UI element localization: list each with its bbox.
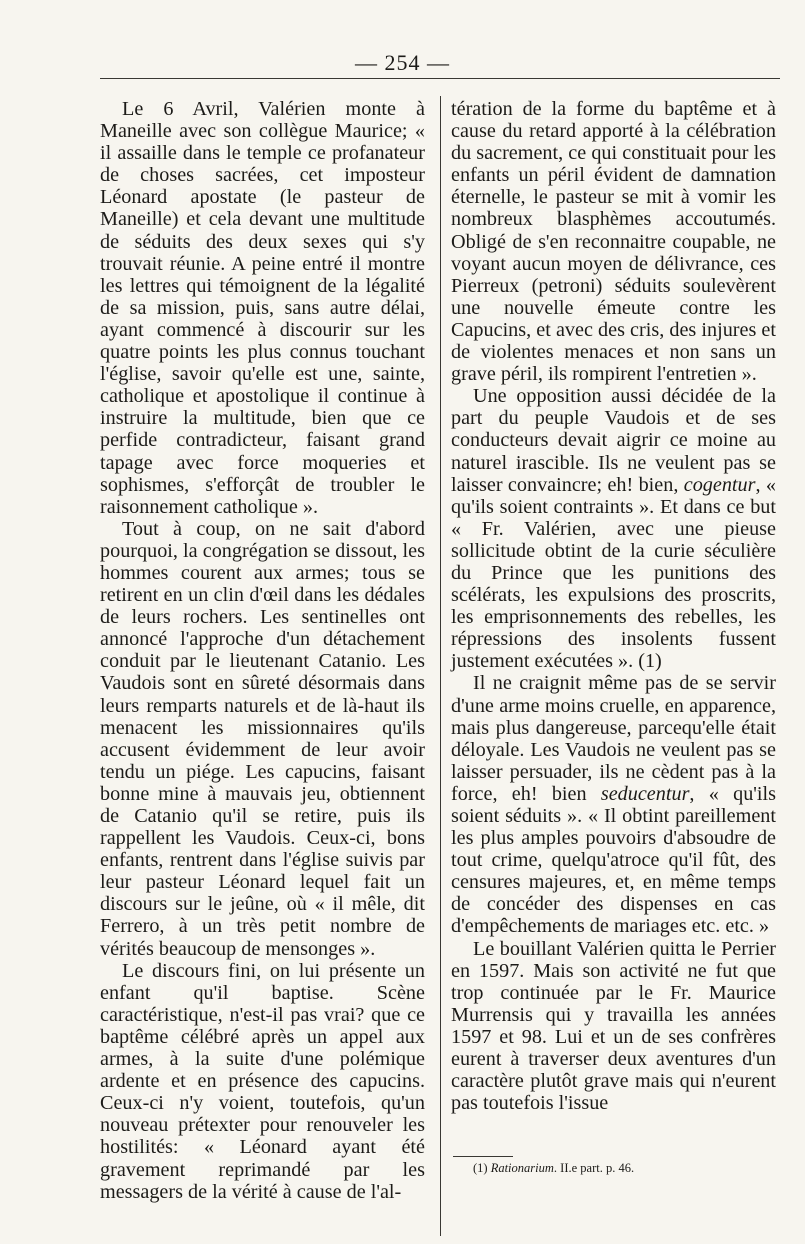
footnote-source: Rationarium xyxy=(490,1161,554,1175)
paragraph: Tout à coup, on ne sait d'abord pourquoi, la congrégation se dissout, les hommes courent aux armes; tous se retirent en un clin d'œil dans les dédales de leurs rochers. Les sentinelles ont annoncé l'approche d'un détachement conduit par le lieutenant Catanio. Les Vaudois sont en sûreté désormais dans leurs remparts naturels et de là-haut ils menacent les missionnaires qu'ils accusent évidemment de leur avoir tendu un piége. Les capucins, faisant bonne mine à mauvais jeu, obtiennent de Catanio qu'il se retire, puis ils rappellent les Vaudois. Ceux-ci, bons enfants, rentrent dans l'église suivis par leur pasteur Léonard lequel fait un discours sur le jeûne, où « il mêle, dit Ferrero, à un très petit nombre de vérités beaucoup de mensonges ». xyxy=(100,517,425,960)
paragraph: Le bouillant Valérien quitta le Perrier en 1597. Mais son activité ne fut que trop continuée par le Fr. Maurice Murrensis qui y travailla les années 1597 et 98. Lui et un de ses confrères eurent à traverser deux aventures d'un caractère plutôt grave mais qui n'eurent pas toutefois l'issue xyxy=(451,937,776,1115)
latin-term: cogentur xyxy=(683,473,756,496)
column-divider xyxy=(440,96,441,1236)
footnote-marker: (1) xyxy=(473,1161,491,1175)
paragraph-text: Il ne craignit même pas de se servir d'une arme moins cruelle, en apparence, mais plus dangereuse, parcequ'elle était déloyale. Les Vaudois ne veulent pas se laisser persuader, ils ne cèdent pas à la force, eh! bien xyxy=(451,672,776,805)
paragraph: tération de la forme du baptême et à cause du retard apporté à la célébration du sacrement, ce qui constituait pour les enfants un péril évident de damnation éternelle, le pasteur se mit à vomir les nombreux blasphèmes accoutumés. Obligé de s'en reconnaitre coupable, ne voyant aucun moyen de délivrance, ces Pierreux (petroni) séduits soulevèrent une nouvelle émeute contre les Capucins, et avec des cris, des injures et de violentes menaces et non sans un grave péril, ils rompirent l'entretien ». xyxy=(451,98,776,386)
footnote-rule xyxy=(453,1156,513,1157)
paragraph xyxy=(451,672,776,937)
footnote xyxy=(473,1161,793,1176)
paragraph-text: Une opposition aussi décidée de la part du peuple Vaudois et de ses conducteurs devait aigrir ce moine au naturel irascible. Ils ne veulent pas se laisser convaincre; eh! bien, xyxy=(451,385,776,496)
paragraph xyxy=(451,385,776,672)
page-number: — 254 — xyxy=(355,50,450,75)
footnote-reference: . II.e part. p. 46. xyxy=(553,1161,635,1175)
header-rule xyxy=(100,78,780,79)
paragraph: Le discours fini, on lui présente un enfant qu'il baptise. Scène caractéristique, n'est-il pas vrai? que ce baptême célébré après un appel aux armes, à la suite d'une polémique ardente et en présence des capucins. Ceux-ci n'y voient, toutefois, qu'un nouveau prétexter pour renouveler les hostilités: « Léonard ayant été gravement reprimandé par les messagers de la vérité à cause de l'al- xyxy=(100,959,425,1203)
left-column xyxy=(100,98,425,1203)
latin-term: seducentur xyxy=(600,782,690,805)
right-column xyxy=(451,98,776,1114)
paragraph-text: , « qu'ils soient contraints ». Et dans ce but « Fr. Valérien, avec une pieuse sollicitude obtint de la curie séculière du Prince que les punitions des scélérats, les expulsions des proscrits, les emprisonnements des rebelles, les répressions des insolents fussent justement exécutées ». (1) xyxy=(451,473,776,673)
paragraph-text: , « qu'ils soient séduits ». « Il obtint pareillement les plus amples pouvoirs d'absoudre de tout crime, quelqu'atroce qu'il fût, des censures majeures, et, en même temps de concéder des dispenses en cas d'empêchements de mariages etc. etc. » xyxy=(451,782,776,938)
paragraph: Le 6 Avril, Valérien monte à Maneille avec son collègue Maurice; « il assaille dans le temple ce profanateur de choses sacrées, cet imposteur Léonard apostate (le pasteur de Maneille) et cela devant une multitude de séduits des deux sexes qui s'y trouvait réunie. A peine entré il montre les lettres qui témoignent de la légalité de sa mission, puis, sans autre délai, ayant commencé à discourir sur les quatre points les plus connus touchant l'église, savoir qu'elle est une, sainte, catholique et apostolique il continue à instruire la multitude, bien que ce perfide contradicteur, faisant grand tapage avec force moqueries et sophismes, s'efforçât de troubler le raisonnement catholique ». xyxy=(100,98,425,518)
